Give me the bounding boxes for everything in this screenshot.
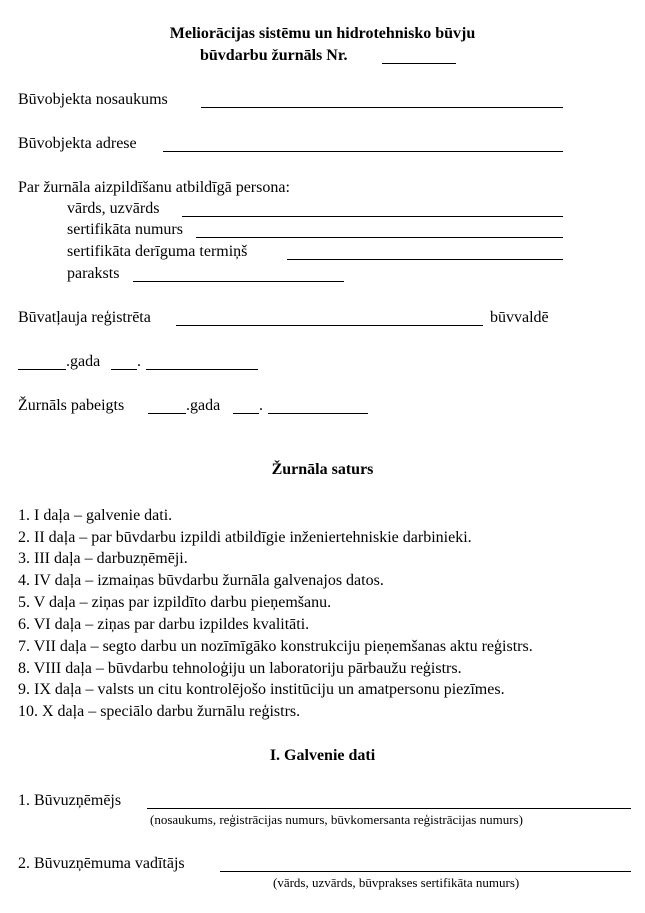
date-dot: .: [137, 353, 141, 370]
permit-registered-label: Būvatļauja reģistrēta: [18, 309, 151, 326]
name-surname-label: vārds, uzvārds: [67, 200, 160, 217]
object-name-label: Būvobjekta nosaukums: [18, 91, 168, 108]
contents-item: 5. V daļa – ziņas par izpildīto darbu pieņemšanu.: [18, 594, 332, 611]
finished-year-line[interactable]: [148, 413, 186, 414]
contents-item: 6. VI daļa – ziņas par darbu izpildes kvalitāti.: [18, 616, 310, 633]
contents-item: 2. II daļa – par būvdarbu izpildi atbildīgie inženiertehniskie darbinieki.: [18, 529, 472, 546]
responsible-person-label: Par žurnāla aizpildīšanu atbildīgā persona:: [18, 179, 290, 196]
manager-label: 2. Būvuzņēmuma vadītājs: [18, 855, 185, 872]
finished-dot: .: [259, 397, 263, 414]
journal-finished-label: Žurnāls pabeigts: [18, 397, 125, 414]
contractor-line[interactable]: [147, 808, 631, 809]
certificate-validity-line[interactable]: [287, 259, 563, 260]
contents-item: 3. III daļa – darbuzņēmēji.: [18, 550, 188, 567]
signature-line[interactable]: [133, 281, 344, 282]
certificate-number-line[interactable]: [196, 237, 563, 238]
contents-item: 1. I daļa – galvenie dati.: [18, 507, 173, 524]
document-title-line2: būvdarbu žurnāls Nr.: [200, 47, 348, 64]
journal-number-line[interactable]: [382, 63, 456, 64]
certificate-validity-label: sertifikāta derīguma termiņš: [67, 243, 248, 260]
date-year-label: .gada: [66, 353, 101, 370]
finished-month-line[interactable]: [268, 413, 368, 414]
contents-item: 4. IV daļa – izmaiņas būvdarbu žurnāla galvenajos datos.: [18, 572, 384, 589]
contents-item: 7. VII daļa – segto darbu un nozīmīgāko konstrukciju pieņemšanas aktu reģistrs.: [18, 638, 533, 655]
contents-item: 8. VIII daļa – būvdarbu tehnoloģiju un laboratoriju pārbaužu reģistrs.: [18, 660, 462, 677]
contents-title: Žurnāla saturs: [271, 461, 374, 478]
finished-day-line[interactable]: [233, 413, 259, 414]
object-name-line[interactable]: [201, 107, 563, 108]
contents-item: 9. IX daļa – valsts un citu kontrolējošo institūciju un amatpersonu piezīmes.: [18, 681, 505, 698]
manager-hint: (vārds, uzvārds, būvprakses sertifikāta numurs): [273, 875, 520, 890]
contractor-label: 1. Būvuzņēmējs: [18, 792, 122, 809]
manager-line[interactable]: [220, 871, 631, 872]
object-address-line[interactable]: [163, 151, 563, 152]
document-title-line1: Meliorācijas sistēmu un hidrotehnisko būvju: [169, 25, 476, 42]
contractor-hint: (nosaukums, reģistrācijas numurs, būvkomersanta reģistrācijas numurs): [150, 812, 523, 827]
name-surname-line[interactable]: [182, 216, 563, 217]
date-year-line[interactable]: [18, 369, 66, 370]
building-authority-label: būvvaldē: [490, 309, 549, 326]
object-address-label: Būvobjekta adrese: [18, 135, 137, 152]
permit-registered-line[interactable]: [176, 325, 483, 326]
certificate-number-label: sertifikāta numurs: [67, 221, 183, 238]
contents-item: 10. X daļa – speciālo darbu žurnālu reģistrs.: [18, 703, 301, 720]
signature-label: paraksts: [67, 265, 120, 282]
finished-year-label: .gada: [186, 397, 221, 414]
date-month-line[interactable]: [146, 369, 258, 370]
section-1-title: I. Galvenie dati: [269, 747, 376, 764]
date-day-line[interactable]: [111, 369, 137, 370]
